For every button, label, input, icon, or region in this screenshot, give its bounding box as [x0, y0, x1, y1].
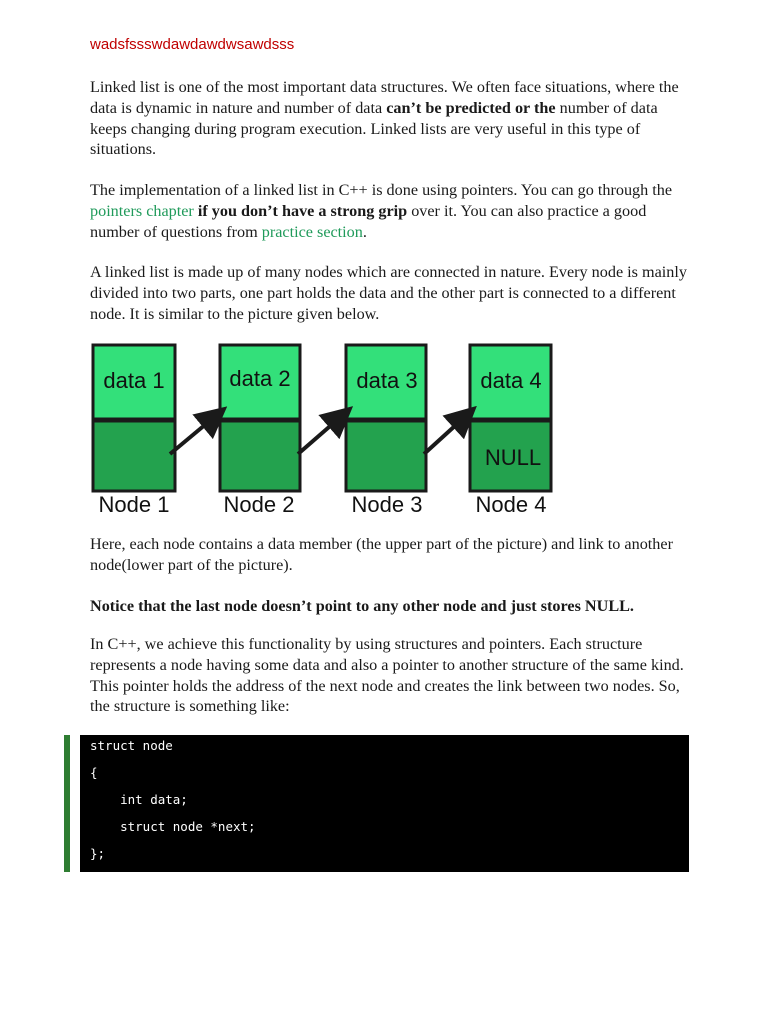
node-4-null-text: NULL	[484, 445, 542, 470]
implementation-bold-text: if you don’t have a strong grip	[193, 201, 408, 220]
code-block	[80, 735, 689, 872]
node-3-label: Node 3	[351, 492, 423, 517]
implementation-text-d: .	[362, 222, 367, 241]
node-1-data-text: data 1	[103, 368, 165, 393]
node-3-data-text: data 3	[356, 368, 418, 393]
code-line: struct node	[90, 738, 173, 753]
intro-text-a: Linked list is one of the most important data structures. We often face situations, where the data is dynamic in nature and number of data	[90, 78, 679, 117]
node-1-label: Node 1	[98, 492, 170, 517]
node-1	[93, 345, 175, 517]
node-2-link-cell	[220, 421, 300, 491]
linked-list-diagram	[0, 336, 768, 526]
practice-section-link[interactable]: practice section	[261, 222, 363, 241]
node-3	[346, 345, 426, 517]
code-line: {	[90, 765, 98, 780]
node-2-data-text: data 2	[229, 366, 291, 391]
node-4	[470, 345, 551, 517]
node-3-link-cell	[346, 421, 426, 491]
document-heading: wadsfssswdawdawdwsawdsss	[90, 36, 295, 53]
structure-paragraph: In C++, we achieve this functionality by using structures and pointers. Each structure represents a node having some data and also a pointer to another structure of the same kind. This pointer holds the address of the next node and creates the link between two nodes. So, the structure is something like:	[90, 635, 684, 716]
node-4-data-text: data 4	[480, 368, 542, 393]
implementation-paragraph	[90, 180, 690, 242]
code-line: int data;	[90, 792, 188, 807]
nodes-paragraph: A linked list is made up of many nodes which are connected in nature. Every node is mainly divided into two parts, one part holds the data and the other part is connected to a different node. It is similar to the picture given below.	[90, 263, 687, 323]
arrow-2-to-3	[298, 414, 344, 454]
node-2-label: Node 2	[223, 492, 295, 517]
arrow-3-to-4	[424, 414, 468, 454]
implementation-text-c: over it. You can also practice a good number of questions from	[90, 201, 647, 241]
intro-text-c: number of data keeps changing during program execution. Linked lists are very useful in this type of situations.	[90, 98, 658, 159]
node-1-link-cell	[93, 421, 175, 491]
intro-bold-text: can’t be predicted or the	[386, 98, 556, 117]
code-line: };	[90, 846, 106, 861]
intro-paragraph	[90, 77, 690, 160]
code-line: struct node *next;	[90, 819, 256, 834]
null-note-paragraph: Notice that the last node doesn’t point to any other node and just stores NULL.	[90, 597, 634, 615]
node-4-label: Node 4	[475, 492, 547, 517]
code-accent-bar	[64, 735, 70, 872]
pointers-chapter-link[interactable]: pointers chapter	[90, 201, 194, 220]
arrow-1-to-2	[170, 414, 218, 454]
implementation-text-a: The implementation of a linked list in C++ is done using pointers. You can go through the	[90, 181, 673, 199]
node-2	[220, 345, 300, 517]
node-description-paragraph: Here, each node contains a data member (the upper part of the picture) and link to another node(lower part of the picture).	[90, 535, 673, 574]
